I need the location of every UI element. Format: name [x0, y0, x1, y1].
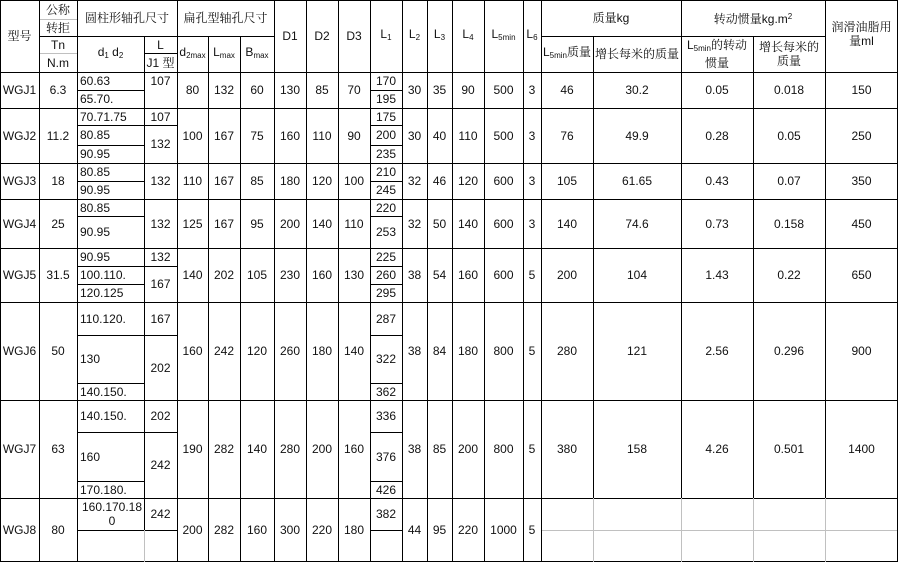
grid-line	[77, 335, 145, 336]
m5-cell: 280	[556, 344, 578, 358]
bmax-cell: 105	[246, 268, 268, 282]
grease-cell: 650	[851, 268, 872, 282]
L5-cell: 800	[493, 344, 514, 358]
L1-cell: 287	[375, 311, 397, 326]
L6-cell: 3	[528, 174, 536, 188]
D1-cell: 160	[279, 128, 301, 143]
L1-cell: 426	[375, 482, 397, 497]
L2-cell: 32	[407, 174, 422, 188]
model-cell: WGJ6	[2, 344, 37, 358]
bmax-cell: 60	[250, 83, 264, 97]
L4-cell: 120	[457, 174, 479, 188]
grid-line	[427, 0, 428, 562]
grid-line	[240, 36, 241, 562]
L1-cell: 200	[375, 128, 397, 142]
L4-cell: 180	[457, 344, 479, 358]
bore-length-cell: 132	[150, 250, 171, 264]
model-cell: WGJ5	[2, 268, 37, 282]
grid-line	[681, 0, 682, 499]
bore-length-cell: 167	[150, 277, 171, 291]
D3-cell: 110	[344, 216, 364, 231]
bmax-cell: 160	[246, 522, 268, 537]
L6-cell: 5	[528, 442, 536, 456]
L4-cell: 200	[457, 442, 479, 456]
L1-cell: 253	[375, 225, 397, 239]
mpm-cell: 61.65	[621, 174, 653, 188]
D1-cell: 200	[279, 216, 301, 231]
L1-cell: 195	[375, 92, 397, 106]
grid-line	[77, 125, 145, 126]
d2max-cell: 200	[182, 522, 203, 537]
grid-line	[370, 383, 403, 384]
torque-cell: 80	[51, 522, 65, 537]
grid-line	[77, 145, 145, 146]
L1-cell: 382	[375, 507, 397, 521]
D2-cell: 220	[311, 522, 333, 537]
ipm-cell: 0.22	[777, 268, 801, 282]
L5-cell: 500	[493, 83, 514, 97]
L1-cell: 210	[375, 165, 397, 179]
header-L2: $L_2$	[408, 27, 421, 42]
D3-cell: 90	[347, 128, 361, 143]
bore-diameter-cell: 120.125	[80, 286, 124, 300]
grease-cell: 150	[851, 83, 872, 97]
grid-line	[825, 0, 826, 499]
i5-cell: 4.26	[705, 442, 729, 456]
grid-line	[0, 498, 898, 499]
header-torque-3: Tn	[50, 37, 65, 52]
header-L3: $L_3$	[433, 27, 446, 42]
grid-line	[0, 302, 898, 303]
L1-cell: 220	[375, 200, 397, 215]
grid-line	[77, 284, 145, 285]
header-L5min: $L_{5min}$	[491, 27, 516, 42]
grid-line	[144, 125, 178, 126]
D3-cell: 180	[343, 522, 365, 537]
i5-cell: 0.05	[705, 83, 729, 97]
header-torque-2: 转拒	[45, 20, 70, 35]
bore-length-cell: 167	[150, 311, 171, 326]
lmax-cell: 167	[213, 216, 235, 231]
grid-line	[523, 0, 524, 562]
bore-diameter-cell: 80.85	[80, 165, 111, 179]
header-torque-1: 公称	[45, 2, 70, 17]
header-model: 型号	[7, 29, 32, 43]
L1-cell: 376	[375, 449, 397, 464]
grid-line	[77, 432, 145, 433]
bore-diameter-cell: 130	[80, 352, 101, 366]
model-cell: WGJ4	[2, 216, 37, 231]
bore-diameter-cell: 160	[80, 449, 101, 464]
L3-cell: 35	[432, 83, 447, 97]
grid-line	[306, 0, 307, 562]
torque-cell: 18	[51, 174, 65, 188]
grid-line	[370, 481, 403, 482]
model-cell: WGJ8	[2, 522, 37, 537]
bore-length-cell: 107	[150, 74, 171, 88]
grid-line	[77, 481, 145, 482]
model-cell: WGJ7	[2, 442, 37, 456]
L1-cell: 245	[375, 183, 397, 197]
i5-cell: 0.43	[705, 174, 729, 188]
grid-line	[484, 0, 485, 562]
L2-cell: 44	[407, 522, 422, 537]
i5-cell: 0.28	[705, 128, 729, 143]
grid-line	[681, 498, 682, 562]
d2max-cell: 140	[182, 268, 203, 282]
L2-cell: 38	[407, 268, 422, 282]
L3-cell: 54	[432, 268, 447, 282]
grid-line	[39, 53, 78, 54]
L3-cell: 95	[432, 522, 447, 537]
grid-line	[208, 36, 209, 562]
L5-cell: 1000	[490, 522, 517, 537]
header-L6: $L_6$	[526, 27, 538, 42]
grid-line	[753, 498, 754, 562]
bmax-cell: 140	[246, 442, 268, 456]
bore-length-cell: 107	[150, 109, 171, 124]
D3-cell: 70	[347, 83, 361, 97]
L1-cell: 322	[375, 352, 397, 366]
lmax-cell: 202	[213, 268, 235, 282]
grid-line	[370, 181, 403, 182]
grid-line	[144, 53, 178, 54]
grid-line	[144, 530, 145, 562]
D2-cell: 180	[311, 344, 333, 358]
grease-cell: 350	[851, 174, 872, 188]
grid-line	[541, 36, 826, 37]
mpm-cell: 104	[626, 268, 648, 282]
L4-cell: 110	[458, 128, 478, 143]
i5-cell: 1.43	[705, 268, 729, 282]
grid-line	[77, 383, 145, 384]
L5-cell: 600	[493, 268, 514, 282]
D3-cell: 130	[343, 268, 365, 282]
L3-cell: 50	[432, 216, 447, 231]
L3-cell: 46	[432, 174, 447, 188]
grid-line	[0, 0, 1, 562]
header-inertia-l5min: $L_{5min}$的转动惯量	[686, 38, 748, 70]
grid-line	[0, 561, 898, 562]
bore-diameter-cell	[77, 530, 144, 561]
bore-diameter-cell: 140.150.	[80, 384, 127, 399]
D2-cell: 200	[311, 442, 333, 456]
d2max-cell: 125	[182, 216, 203, 231]
torque-cell: 11.2	[46, 128, 70, 143]
bmax-cell: 75	[250, 128, 264, 143]
D3-cell: 160	[343, 442, 365, 456]
header-L1: $L_1$	[380, 27, 392, 42]
bore-diameter-cell: 65.70.	[80, 92, 114, 106]
grid-line	[338, 0, 339, 562]
grid-line	[0, 199, 898, 200]
grease-cell: 450	[851, 216, 872, 231]
header-grease: 润滑油脂用量ml	[831, 20, 892, 48]
bore-length-cell	[144, 530, 177, 561]
header-bmax: $B_{max}$	[245, 45, 269, 60]
bore-diameter-cell: 70.71.75	[80, 109, 127, 124]
L1-cell: 225	[375, 250, 397, 264]
lmax-cell: 282	[213, 442, 235, 456]
L2-cell: 30	[407, 128, 422, 143]
bore-length-cell: 242	[150, 507, 171, 521]
d2max-cell: 190	[182, 442, 203, 456]
grid-line	[452, 0, 453, 562]
L3-cell: 40	[432, 128, 447, 143]
L1-cell: 260	[375, 268, 397, 282]
grid-line	[370, 145, 403, 146]
m5-cell: 105	[556, 174, 578, 188]
grid-line	[77, 216, 145, 217]
grid-line	[593, 36, 594, 499]
header-L4: $L_4$	[462, 27, 474, 42]
lmax-cell: 167	[213, 174, 235, 188]
i5-cell: 0.73	[705, 216, 729, 231]
ipm-cell: 0.158	[773, 216, 805, 231]
torque-cell: 25	[51, 216, 65, 231]
header-mass: 质量kg	[592, 11, 630, 25]
grid-line	[402, 0, 403, 562]
grid-line	[370, 335, 403, 336]
bore-length-cell: 132	[150, 174, 171, 188]
d2max-cell: 100	[182, 128, 203, 143]
model-cell: WGJ1	[2, 83, 37, 97]
header-mass-l5min: $L_{5min}$质量	[542, 45, 592, 60]
grease-cell: 900	[851, 344, 872, 358]
bmax-cell: 120	[246, 344, 268, 358]
L6-cell: 3	[528, 128, 536, 143]
L6-cell: 5	[528, 522, 536, 537]
grid-line	[0, 72, 898, 73]
torque-cell: 31.5	[46, 268, 70, 282]
header-L: L	[157, 37, 164, 52]
grid-line	[177, 0, 178, 562]
d2max-cell: 80	[185, 83, 200, 97]
grid-line	[753, 36, 754, 499]
L6-cell: 3	[528, 83, 536, 97]
bore-diameter-cell: 110.120.	[80, 311, 126, 326]
D2-cell: 85	[315, 83, 329, 97]
L4-cell: 220	[457, 522, 479, 537]
grid-line	[370, 432, 403, 433]
bore-diameter-cell: 100.110.	[80, 268, 126, 282]
header-D2: D2	[314, 29, 330, 43]
grid-line	[144, 335, 178, 336]
bmax-cell: 85	[250, 174, 264, 188]
D2-cell: 110	[312, 128, 332, 143]
L4-cell: 140	[457, 216, 479, 231]
header-J1: J1 型	[146, 55, 175, 70]
L4-cell: 90	[461, 83, 475, 97]
D3-cell: 100	[343, 174, 365, 188]
D2-cell: 160	[311, 268, 333, 282]
bore-length-cell: 132	[150, 216, 171, 231]
L2-cell: 38	[407, 344, 422, 358]
grid-line	[0, 0, 898, 1]
bore-diameter-cell: 90.95	[80, 147, 111, 161]
grid-line	[144, 36, 145, 531]
bore-diameter-cell: 80.85	[80, 200, 111, 215]
grid-line	[370, 284, 403, 285]
header-D1: D1	[282, 29, 298, 43]
grease-cell: 1400	[848, 442, 875, 456]
grid-line	[144, 432, 178, 433]
grid-line	[39, 0, 40, 562]
D1-cell: 180	[279, 174, 301, 188]
header-flat-bore: 扁孔型轴孔尺寸	[183, 11, 268, 25]
lmax-cell: 282	[213, 522, 235, 537]
mpm-cell: 30.2	[625, 83, 649, 97]
m5-cell: 380	[556, 442, 578, 456]
d2max-cell: 160	[182, 344, 203, 358]
ipm-cell: 0.296	[773, 344, 805, 358]
L2-cell: 30	[407, 83, 422, 97]
bore-length-cell: 202	[150, 360, 171, 375]
ipm-cell: 0.501	[773, 442, 805, 456]
header-mass-per-meter: 增长每米的质量	[594, 47, 679, 61]
model-cell: WGJ3	[2, 174, 37, 188]
mpm-cell: 49.9	[625, 128, 649, 143]
grease-cell: 250	[851, 128, 872, 143]
mpm-cell: 121	[626, 344, 648, 358]
D1-cell: 280	[279, 442, 301, 456]
grid-line	[144, 530, 178, 531]
grid-line	[77, 90, 145, 91]
D1-cell: 130	[279, 83, 301, 97]
mpm-cell: 74.6	[625, 216, 649, 231]
header-cylindrical-bore: 圆柱形轴孔尺寸	[84, 11, 169, 25]
L4-cell: 160	[457, 268, 479, 282]
grid-line	[0, 400, 898, 401]
m5-cell: 46	[560, 83, 574, 97]
L1-cell: 175	[375, 109, 397, 124]
bore-length-cell: 242	[150, 458, 171, 472]
grid-line	[370, 266, 403, 267]
grid-line	[77, 0, 78, 562]
L1-cell: 235	[375, 147, 397, 161]
D1-cell: 260	[279, 344, 301, 358]
grid-line	[77, 181, 145, 182]
grid-line	[370, 216, 403, 217]
L1-cell	[370, 530, 402, 561]
grid-line	[274, 0, 275, 562]
header-inertia: 转动惯量$kg.m^2$	[713, 12, 793, 26]
bore-diameter-cell: 60.63	[80, 74, 111, 88]
L3-cell: 85	[432, 442, 447, 456]
L3-cell: 84	[432, 344, 447, 358]
grid-line	[541, 0, 542, 562]
grid-line	[77, 530, 145, 531]
L6-cell: 5	[528, 344, 536, 358]
bore-diameter-cell: 80.85	[80, 128, 111, 142]
d1d2-label: $d_1$ $d_2$	[97, 45, 124, 60]
grid-line	[77, 36, 275, 37]
grid-line	[593, 498, 594, 562]
L5-cell: 800	[493, 442, 514, 456]
torque-cell: 63	[51, 442, 65, 456]
grid-line	[0, 163, 898, 164]
torque-cell: 6.3	[49, 83, 67, 97]
bore-diameter-cell: 90.95	[80, 225, 111, 239]
grid-line	[144, 266, 178, 267]
L5-cell: 500	[493, 128, 514, 143]
L1-cell: 362	[375, 384, 397, 399]
L2-cell: 32	[407, 216, 422, 231]
D1-cell: 230	[279, 268, 301, 282]
L2-cell: 38	[407, 442, 422, 456]
mpm-cell: 158	[626, 442, 648, 456]
grid-line	[39, 19, 78, 20]
d2max-cell: 110	[182, 174, 203, 188]
bore-diameter-cell: 90.95	[80, 250, 111, 264]
D1-cell: 300	[279, 522, 301, 537]
L6-cell: 3	[528, 216, 536, 231]
lmax-cell: 132	[213, 83, 235, 97]
L6-cell: 5	[528, 268, 536, 282]
bore-length-cell: 202	[150, 409, 171, 423]
m5-cell: 76	[560, 128, 574, 143]
ipm-cell: 0.018	[773, 83, 805, 97]
bore-diameter-cell: 160.170.180	[81, 500, 143, 528]
header-inertia-per-meter: 增长每米的质量	[759, 40, 820, 68]
D2-cell: 120	[311, 174, 333, 188]
m5-cell: 200	[556, 268, 578, 282]
header-d2max: $d_{2max}$	[179, 45, 206, 60]
D3-cell: 140	[343, 344, 365, 358]
grid-line	[0, 108, 898, 109]
i5-cell: 2.56	[705, 344, 729, 358]
model-cell: WGJ2	[2, 128, 37, 143]
bore-length-cell: 132	[150, 137, 171, 151]
ipm-cell: 0.07	[777, 174, 801, 188]
m5-cell: 140	[556, 216, 578, 231]
grid-line	[39, 36, 78, 37]
grid-line	[370, 530, 403, 531]
grid-line	[825, 498, 826, 562]
ipm-cell: 0.05	[777, 128, 801, 143]
header-lmax: $L_{max}$	[213, 45, 235, 60]
L1-cell: 336	[375, 409, 397, 423]
torque-cell: 50	[51, 344, 65, 358]
bore-diameter-cell: 170.180.	[80, 482, 127, 497]
grid-line	[0, 248, 898, 249]
L1-cell: 295	[375, 286, 397, 300]
header-torque-4: N.m	[47, 55, 69, 70]
lmax-cell: 167	[213, 128, 235, 143]
D2-cell: 140	[311, 216, 333, 231]
L1-cell: 170	[375, 74, 397, 88]
bore-diameter-cell: 140.150.	[80, 409, 127, 423]
L5-cell: 600	[493, 174, 514, 188]
header-d1d2	[77, 36, 144, 72]
bmax-cell: 95	[250, 216, 264, 231]
L5-cell: 600	[493, 216, 514, 231]
header-D3: D3	[346, 29, 362, 43]
grid-line	[370, 0, 371, 562]
grid-line	[370, 90, 403, 91]
grid-line	[541, 530, 898, 531]
grid-line	[370, 125, 403, 126]
bore-diameter-cell: 90.95	[80, 183, 111, 197]
lmax-cell: 242	[213, 344, 235, 358]
grid-line	[77, 266, 145, 267]
